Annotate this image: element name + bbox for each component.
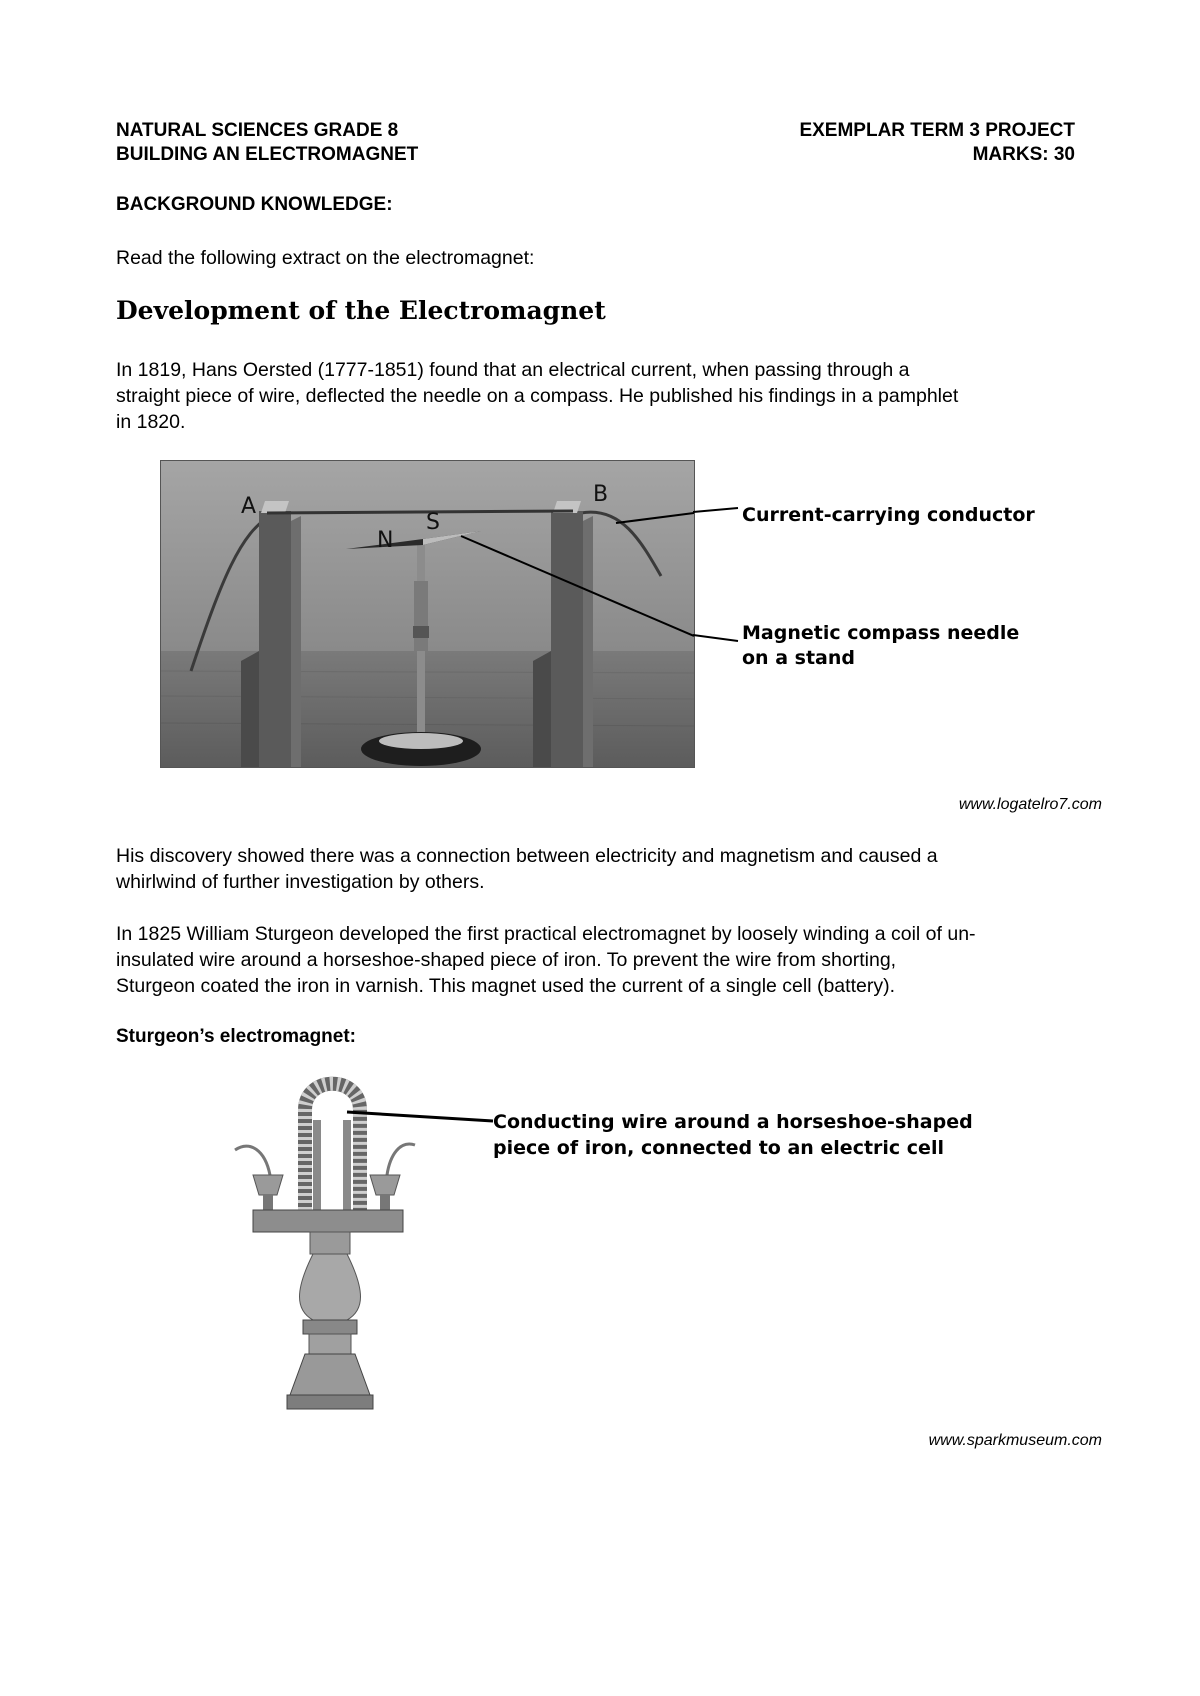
label-n: N <box>377 528 394 553</box>
figure1-callout-lines <box>693 500 743 650</box>
callout-conducting-wire-line-1: Conducting wire around a horseshoe-shaped <box>493 1111 973 1133</box>
paragraph-3-line-1: In 1825 William Sturgeon developed the first practical electromagnet by loosely winding a coil of un- <box>116 923 976 945</box>
sturgeon-heading: Sturgeon’s electromagnet: <box>116 1026 357 1047</box>
figure2-credit: www.sparkmuseum.com <box>928 1432 1102 1449</box>
paragraph-3-line-2: insulated wire around a horseshoe-shaped piece of iron. To prevent the wire from shorting, <box>116 949 897 971</box>
header-term: EXEMPLAR TERM 3 PROJECT <box>799 120 1075 141</box>
paragraph-1-line-3: in 1820. <box>116 411 186 433</box>
paragraph-2-line-2: whirlwind of further investigation by others. <box>116 871 485 893</box>
section-title: Development of the Electromagnet <box>116 296 606 325</box>
callout-current-conductor: Current-carrying conductor <box>742 504 1035 526</box>
background-heading: BACKGROUND KNOWLEDGE: <box>116 194 393 215</box>
paragraph-2-line-1: His discovery showed there was a connection between electricity and magnetism and caused a <box>116 845 938 867</box>
callout-compass-needle-line-1: Magnetic compass needle <box>742 622 1020 644</box>
figure2-callout-line <box>345 1100 495 1130</box>
callout-conducting-wire-line-2: piece of iron, connected to an electric cell <box>493 1137 944 1159</box>
label-s: S <box>426 510 440 535</box>
paragraph-3-line-3: Sturgeon coated the iron in varnish. This magnet used the current of a single cell (battery). <box>116 975 895 997</box>
paragraph-1-line-1: In 1819, Hans Oersted (1777-1851) found that an electrical current, when passing through a <box>116 359 910 381</box>
header-subject: NATURAL SCIENCES GRADE 8 <box>116 120 399 141</box>
label-a: A <box>241 494 257 519</box>
oersted-apparatus-figure <box>160 460 695 768</box>
oersted-apparatus-drawing <box>161 461 694 767</box>
figure1-credit: www.logatelro7.com <box>958 796 1102 813</box>
header-project-title: BUILDING AN ELECTROMAGNET <box>116 144 419 165</box>
paragraph-1-line-2: straight piece of wire, deflected the needle on a compass. He published his findings in a pamphlet <box>116 385 959 407</box>
label-b: B <box>593 482 609 507</box>
intro-text: Read the following extract on the electromagnet: <box>116 247 535 269</box>
callout-compass-needle-line-2: on a stand <box>742 647 855 669</box>
header-marks: MARKS: 30 <box>972 144 1075 165</box>
